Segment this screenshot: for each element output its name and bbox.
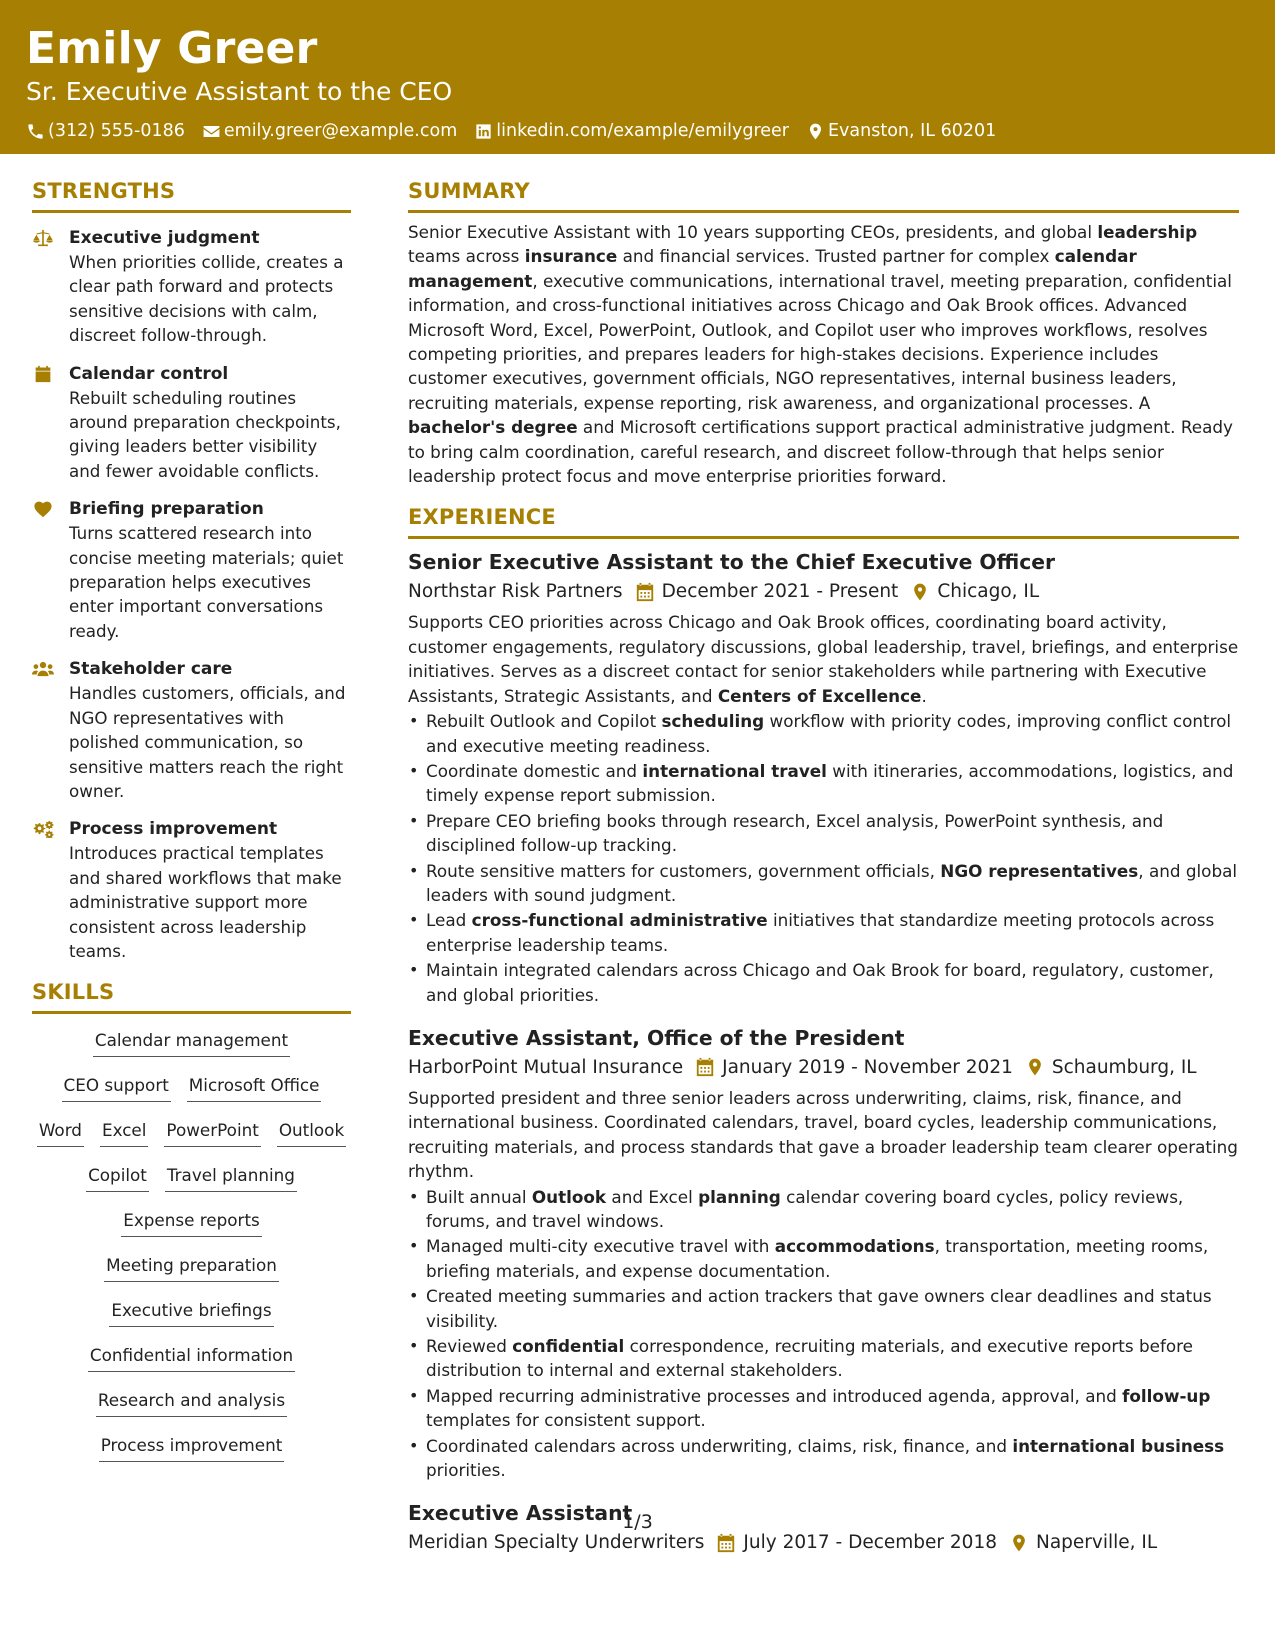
section-divider xyxy=(32,1011,351,1014)
page-number: 1/3 xyxy=(622,1511,653,1533)
job-location-text: Naperville, IL xyxy=(1035,1532,1158,1554)
bullet-item xyxy=(408,1284,1239,1333)
skill-row xyxy=(32,1433,351,1478)
job-dates-text: December 2021 - Present xyxy=(661,581,899,603)
bullet-text: , transportation, meeting rooms, briefing materials, and expense documentation. xyxy=(426,1236,1209,1281)
skill-row xyxy=(32,1118,351,1163)
bold-keyword: insurance xyxy=(524,246,618,267)
bullet-text: Rebuilt Outlook and Copilot xyxy=(426,711,662,732)
job-dates xyxy=(635,578,899,605)
bold-keyword: accommodations xyxy=(774,1236,935,1257)
job-meta xyxy=(408,578,1239,605)
skill-tag: Word xyxy=(37,1118,84,1147)
bold-keyword: scheduling xyxy=(661,711,765,732)
summary-paragraph xyxy=(408,220,1239,488)
job-description-text: Supports CEO priorities across Chicago and Oak Brook offices, coordinating board activity, customer engagements, regulatory discussions, global leadership, travel, briefings, and enterprise initiatives. Serves as a discreet contact for senior stakeholders while partnering with Executive Assistants, Strategic Assistants, and xyxy=(408,612,1239,706)
skill-tag: CEO support xyxy=(62,1073,171,1102)
contact-email[interactable] xyxy=(202,119,457,143)
linkedin-text: linkedin.com/example/emilygreer xyxy=(496,121,789,141)
job-meta xyxy=(408,1054,1239,1081)
skill-tag: Outlook xyxy=(277,1118,346,1147)
bullet-item xyxy=(408,958,1239,1007)
bullet-text: workflow with priority codes, improving conflict control and executive meeting readiness. xyxy=(426,711,1232,756)
experience-list xyxy=(408,547,1239,1556)
section-divider xyxy=(408,536,1239,539)
job-location-text: Schaumburg, IL xyxy=(1051,1056,1197,1078)
map-pin-icon xyxy=(806,122,825,141)
contact-linkedin[interactable] xyxy=(474,119,789,143)
job-description-text: Supported president and three senior leaders across underwriting, claims, risk, finance, and international business. Coordinated calendars, travel, board cycles, leadership communications, recruiting materials, and process standards that gave a broader leadership team clearer operating rhythm. xyxy=(408,1087,1238,1182)
bullet-text: Prepare CEO briefing books through research, Excel analysis, PowerPoint synthesis, and disciplined follow-up tracking. xyxy=(426,810,1164,856)
skill-row xyxy=(32,1163,351,1208)
strength-desc: When priorities collide, creates a clear path forward and protects sensitive decisions with calm, discreet follow-through. xyxy=(69,252,344,346)
bullet-text: initiatives that standardize meeting protocols across enterprise leadership teams. xyxy=(426,910,1215,955)
bold-keyword: international business xyxy=(1012,1435,1225,1456)
strength-title: Executive judgment xyxy=(69,228,260,248)
calendar-icon xyxy=(716,1533,736,1553)
skill-tag: Executive briefings xyxy=(109,1298,273,1327)
job-location-text: Chicago, IL xyxy=(937,581,1040,603)
resume-header xyxy=(0,0,1275,154)
summary-text: and Microsoft certifications support practical administrative judgment. Ready to bring calm coordination, careful research, and discreet follow-through that helps senior leadership protect focus and move enterprise priorities forward. xyxy=(408,417,1233,487)
job-bullets xyxy=(408,709,1239,1007)
job-company: Northstar Risk Partners xyxy=(408,581,623,603)
bold-keyword: confidential xyxy=(512,1336,625,1357)
skill-tag: Process improvement xyxy=(99,1433,285,1462)
skill-tag: Confidential information xyxy=(88,1343,295,1372)
bullet-item xyxy=(408,1185,1239,1234)
skill-tag: Travel planning xyxy=(165,1163,297,1192)
bullet-text: Coordinated calendars across underwriting, claims, risk, finance, and xyxy=(426,1435,1013,1456)
summary-text: and financial services. Trusted partner for complex xyxy=(617,246,1055,267)
bold-keyword: calendar management xyxy=(408,246,1137,291)
strength-title: Process improvement xyxy=(69,819,278,840)
job-description-text: . xyxy=(921,685,927,706)
job-bullets xyxy=(408,1185,1239,1483)
strength-title: Calendar control xyxy=(69,363,229,384)
summary-heading: SUMMARY xyxy=(408,179,530,203)
bold-keyword: international travel xyxy=(642,760,827,781)
skill-row xyxy=(32,1298,351,1343)
bullet-text: Reviewed xyxy=(426,1336,513,1357)
bullet-item xyxy=(408,1234,1239,1283)
bullet-text: Created meeting summaries and action trackers that gave owners clear deadlines and status visibility. xyxy=(426,1286,1212,1331)
right-column xyxy=(408,176,1239,1556)
summary-text: teams across xyxy=(408,246,525,267)
bullet-text: Lead xyxy=(426,910,472,931)
job-location xyxy=(910,578,1039,605)
job-company: HarborPoint Mutual Insurance xyxy=(408,1056,684,1078)
strength-item xyxy=(32,497,351,643)
skill-row xyxy=(32,1073,351,1118)
skill-row xyxy=(32,1208,351,1253)
bullet-item xyxy=(408,1434,1239,1483)
candidate-name: Emily Greer xyxy=(26,23,318,74)
skill-row xyxy=(32,1253,351,1298)
section-divider xyxy=(32,210,351,213)
job-title: Executive Assistant, Office of the President xyxy=(408,1025,905,1050)
strengths-list xyxy=(32,226,351,963)
job-description xyxy=(408,1086,1239,1184)
bold-keyword: cross-functional administrative xyxy=(471,910,768,931)
bold-keyword: bachelor's degree xyxy=(408,417,578,438)
skill-tag: Excel xyxy=(100,1118,148,1147)
bullet-text: Maintain integrated calendars across Chicago and Oak Brook for board, regulatory, customer, and global priorities. xyxy=(426,960,1214,1005)
bullet-text: Managed multi-city executive travel with xyxy=(426,1236,775,1257)
email-text: emily.greer@example.com xyxy=(223,121,458,141)
job-dates-text: July 2017 - December 2018 xyxy=(743,1532,997,1554)
strength-item xyxy=(32,226,351,348)
bullet-text: and Excel xyxy=(606,1186,699,1207)
bold-keyword: follow-up xyxy=(1122,1385,1211,1406)
job-company: Meridian Specialty Underwriters xyxy=(408,1532,705,1554)
envelope-icon xyxy=(202,122,221,141)
phone-icon xyxy=(26,122,45,141)
bold-keyword: Outlook xyxy=(531,1186,607,1207)
strength-desc: Turns scattered research into concise meeting materials; quiet preparation helps executives enter important conversations ready. xyxy=(69,523,344,641)
calendar-icon xyxy=(32,365,54,383)
linkedin-icon xyxy=(474,122,493,141)
bullet-item xyxy=(408,1384,1239,1433)
bullet-text: Coordinate domestic and xyxy=(426,760,643,781)
strengths-heading: STRENGTHS xyxy=(32,179,176,203)
bullet-item xyxy=(408,709,1239,758)
bold-keyword: NGO representatives xyxy=(940,860,1139,881)
skill-tag: PowerPoint xyxy=(164,1118,260,1147)
bullet-text: , and global leaders with sound judgment. xyxy=(426,860,1238,905)
bullet-text: templates for consistent support. xyxy=(426,1410,706,1431)
contact-location xyxy=(806,119,996,143)
bullet-item xyxy=(408,1334,1239,1383)
map-pin-icon xyxy=(910,582,930,602)
skill-tag: Expense reports xyxy=(121,1208,262,1237)
bullet-text: Mapped recurring administrative processes and introduced agenda, approval, and xyxy=(426,1385,1123,1406)
candidate-title: Sr. Executive Assistant to the CEO xyxy=(26,77,453,106)
bold-keyword: planning xyxy=(698,1186,781,1207)
experience-heading: EXPERIENCE xyxy=(408,505,556,530)
skills-list xyxy=(32,1028,351,1478)
skill-tag: Copilot xyxy=(86,1163,149,1192)
job-dates xyxy=(695,1054,1013,1081)
strength-desc: Handles customers, officials, and NGO representatives with polished communication, so sensitive matters reach the right owner. xyxy=(69,683,346,801)
strength-item xyxy=(32,362,351,484)
bullet-text: priorities. xyxy=(426,1460,506,1481)
phone-text: (312) 555-0186 xyxy=(48,121,185,141)
balance-scale-icon xyxy=(32,229,54,247)
bold-keyword: leadership xyxy=(1097,222,1198,242)
location-text: Evanston, IL 60201 xyxy=(828,121,997,141)
strength-title: Stakeholder care xyxy=(69,659,233,680)
calendar-icon xyxy=(635,582,655,602)
bullet-item xyxy=(408,759,1239,808)
skill-row xyxy=(32,1028,351,1073)
bullet-item xyxy=(408,809,1239,858)
job-title: Senior Executive Assistant to the Chief Executive Officer xyxy=(408,550,1056,575)
summary-text: Senior Executive Assistant with 10 years supporting CEOs, presidents, and global xyxy=(408,222,1098,242)
bullet-text: with itineraries, accommodations, logistics, and timely expense report submission. xyxy=(426,760,1234,806)
skill-row xyxy=(32,1343,351,1388)
skill-tag: Calendar management xyxy=(93,1028,290,1057)
map-pin-icon xyxy=(1025,1057,1045,1077)
bullet-text: Built annual xyxy=(426,1186,532,1207)
bullet-item xyxy=(408,908,1239,957)
strength-desc: Rebuilt scheduling routines around preparation checkpoints, giving leaders better visibility and fewer avoidable conflicts. xyxy=(69,387,341,481)
job-title: Executive Assistant xyxy=(408,1501,633,1526)
strength-desc: Introduces practical templates and shared workflows that make administrative support more consistent across leadership teams. xyxy=(69,843,342,961)
strength-item xyxy=(32,817,351,963)
job-entry xyxy=(408,1023,1239,1483)
contact-bar xyxy=(26,119,1249,143)
heart-icon xyxy=(32,500,54,518)
section-divider xyxy=(408,210,1239,213)
bullet-item xyxy=(408,859,1239,908)
skills-heading: SKILLS xyxy=(32,980,115,1005)
summary-text: , executive communications, international travel, meeting preparation, confidential information, and cross-functional initiatives across Chicago and Oak Brook offices. Advanced Microsoft Word, Excel, PowerPoint, Outlook, and Copilot user who improves workflows, resolves competing priorities, and prepares leaders for high-stakes decisions. Experience includes customer executives, government officials, NGO representatives, internal business leaders, recruiting materials, expense reporting, risk awareness, and organizational processes. A xyxy=(408,270,1232,413)
bold-keyword: Centers of Excellence xyxy=(717,685,922,706)
bullet-text: calendar covering board cycles, policy reviews, forums, and travel windows. xyxy=(426,1186,1184,1231)
bullet-text: correspondence, recruiting materials, and executive reports before distribution to internal and external stakeholders. xyxy=(426,1336,1193,1381)
job-location xyxy=(1025,1054,1197,1081)
gears-icon xyxy=(32,820,54,838)
calendar-icon xyxy=(695,1057,715,1077)
strength-item xyxy=(32,657,351,803)
job-description xyxy=(408,610,1239,708)
skill-tag: Research and analysis xyxy=(96,1388,287,1417)
job-dates-text: January 2019 - November 2021 xyxy=(722,1056,1013,1078)
users-icon xyxy=(32,660,54,678)
bullet-text: Route sensitive matters for customers, government officials, xyxy=(426,860,941,881)
contact-phone[interactable] xyxy=(26,119,185,143)
skill-tag: Meeting preparation xyxy=(104,1253,279,1282)
skill-row xyxy=(32,1388,351,1433)
left-column xyxy=(32,176,351,1478)
strength-title: Briefing preparation xyxy=(69,499,264,520)
map-pin-icon xyxy=(1009,1533,1029,1553)
skill-tag: Microsoft Office xyxy=(187,1073,322,1102)
job-entry xyxy=(408,547,1239,1007)
